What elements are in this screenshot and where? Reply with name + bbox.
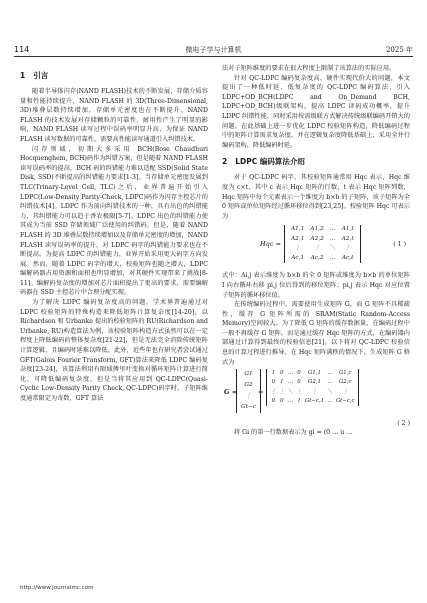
matrix-row	[288, 244, 357, 254]
matrix-cell: Gt−c,1	[304, 397, 325, 404]
vector-cell: G1	[244, 371, 253, 378]
matrix-row	[269, 397, 356, 406]
equation-number: ( 1 )	[393, 241, 406, 249]
equation-lhs: Hqc =	[260, 240, 281, 249]
body-paragraph-generator: 在传统编码过程中，需要使用生成矩阵 G，而 G 矩阵不具稀疏性，缓存 G 矩阵所需的 SRAM(Static Random-Access Memory)空间较大。为了降低 G 矩阵的缓存数据量，在编码过程中一般不再缓存 G 矩阵，而是通过缓存 Hqc 矩阵的方式，在编码器内部通过计算得到最终的校验信息[21]。以下将对 QC-LDPC 校验信息的计算过程进行推导。在 Hqc 矩阵满秩的情况下，生成矩阵 G 格式为	[222, 301, 410, 366]
matrix-cell: 0	[280, 370, 284, 377]
equation-lhs: G =	[224, 388, 238, 397]
body-paragraph-continued: 法对子矩阵维度的要求在很大程度上限制了该算法的实际应用。	[222, 65, 396, 72]
body-paragraph-hqc: 对于 QC-LDPC 码字，其校验矩阵通常用 Hqc 表示，Hqc 维度为 c×t，其中 c 表示 Hqc 矩阵的行数，t 表示 Hqc 矩阵列数，Hqc 矩阵中每个元素表示一个维度为 b×b 的子矩阵，该子矩阵为全 0 矩阵或单位矩阵经过循环移位得到[23,25]。校验矩阵 Hqc 可表示为	[222, 174, 410, 220]
journal-url: http://www.journalmc.com	[20, 585, 94, 591]
matrix-cell: A1,2	[310, 226, 324, 233]
matrix-cell: G1,1	[308, 370, 321, 377]
matrix-cell: A2,1	[291, 235, 305, 242]
matrix-cell: …	[327, 370, 333, 377]
matrix-cell: A1,t	[341, 226, 354, 233]
vector-row	[239, 369, 258, 380]
matrix-cell: G1,c	[338, 370, 352, 377]
vector-cell: ⋮	[245, 393, 252, 400]
section-2-heading	[222, 156, 410, 167]
matrix-cell: Ac,t	[341, 254, 354, 261]
vector-row	[239, 391, 258, 402]
page-header	[14, 44, 413, 57]
journal-name: 微电子学与计算机	[185, 46, 242, 54]
matrix-cell: ⋮	[279, 388, 285, 395]
matrix-cell: …	[327, 397, 333, 404]
matrix-cell: 0	[297, 370, 301, 377]
matrix-cell: A1,1	[291, 226, 305, 233]
matrix-cell: I	[272, 370, 275, 377]
body-paragraph-where: 式中：Ai,j 表示维度为 b×b 的全 0 矩阵或维度为 b×b 的单位矩阵 I 向右循环右移 pi,j 位后得到的移位矩阵；pi,j 表示 Hqc 对应位置子矩阵的循环移位值。	[222, 272, 410, 299]
matrix-cell: ⋮	[314, 245, 320, 252]
matrix-cell: G2,1	[308, 379, 321, 386]
left-column	[20, 64, 208, 404]
matrix-cell: ⋮	[296, 388, 302, 395]
intro-paragraph-2: 闪存领域，初期大多采用 BCH(Bose Chaudhuri Hocquenghem, BCH)码作为纠错方案，但是随着 NAND FLASH 读写误码率的提高，BCH 码的纠错能力难以适配 SSD(Solid State Disk, SSD)不断提高的纠错能力要求[1-3]。当存储单元密度发展到 TLC(Trinary-Level Cell, TLC)之后，业界普遍开始引入 LDPC(Low-Density Parity-Check, LDPC)码作为闪存主控芯片的纠错技术[4]。LDPC 作为前向纠错技术的一种，具有出色的纠错能力，其纠错能力可以趋于香农极限[5-7]。LDPC 出色的纠错能力使其成为当前 SSD 存储领域广泛使用的纠错码。但是，随着 NAND FLASH 的 3D 堆叠层数持续增加以及存储单元密度的增加，NAND FLASH 读写误码率的提升，对 LDPC 码字的纠错能力要求也在不断提高。为提高 LDPC 的纠错能力，业界开始采用更大码字方向发展。然而，随着 LDPC 码字的增大，校验矩阵也随之增大，LDPC 编解码器占用资源和面积也明显增加，对其硬件实现带来了挑战[8-11]。编解码复杂度的增加对芯片面积提出了更高的要求，需要编解码器在 SSD 主控芯片中合理分配实现。	[20, 145, 208, 297]
matrix-cell: I	[297, 397, 301, 404]
section-1-heading	[20, 70, 208, 81]
equation-2-number-row	[222, 419, 410, 428]
right-column	[222, 64, 410, 438]
equation-2	[222, 369, 410, 417]
section-number: 1	[20, 71, 26, 80]
matrix-cell: ⋮	[270, 388, 276, 395]
matrix-row	[269, 369, 356, 378]
matrix-cell: …	[327, 379, 333, 386]
matrix-row	[269, 388, 356, 397]
section-title: 引言	[33, 71, 49, 80]
vector-row	[239, 380, 258, 391]
g-matrix	[266, 369, 359, 406]
matrix-cell: ⋱	[327, 388, 333, 395]
body-paragraph-gi: 将 Gi 的第一行数据表示为 gi = (0 … u …	[234, 429, 353, 437]
section-title: LDPC 编码算法介绍	[235, 157, 305, 167]
vector-cell: Gt−c	[241, 404, 257, 411]
matrix-cell: Gt−c,c	[335, 397, 355, 404]
matrix-cell: ⋮	[311, 388, 318, 395]
matrix-cell: …	[287, 397, 294, 404]
matrix-row	[288, 235, 357, 245]
page-number: 114	[14, 45, 30, 54]
matrix-row	[288, 254, 357, 264]
vector-row	[239, 402, 258, 413]
matrix-cell: …	[287, 379, 294, 386]
matrix-cell: Ac,1	[291, 254, 305, 261]
equals-sign: =	[258, 388, 264, 397]
matrix-cell: ⋮	[294, 245, 301, 252]
matrix-cell: Ac,2	[310, 254, 324, 261]
matrix-cell: ⋱	[287, 388, 294, 395]
matrix-cell: I	[280, 379, 283, 386]
matrix-row	[288, 225, 357, 235]
matrix-cell: …	[329, 226, 336, 233]
matrix-cell: ⋱	[329, 245, 336, 252]
journal-year: 2025 年	[385, 46, 413, 54]
matrix-cell: 0	[280, 397, 284, 404]
intro-paragraph-1: 随着半导体闪存(NAND FLASH)技术的不断发展，存储介质容量和性能持续提升，NAND FLASH 的 3D(Three-Dimensional, 3D)堆叠层数持续增加，存储单元密度也在不断提升。NAND FLASH 的技术发展对存储颗粒的可靠性、耐用性产生了明显的影响，NAND FLASH 读写过程中误码率明显升高，为保证 NAND FLASH 读写数据的可靠性，需要高性能读写通道引入纠错技术。	[20, 88, 208, 143]
matrix-cell: 0	[271, 379, 275, 386]
matrix-cell: A2,t	[341, 235, 354, 242]
matrix-cell: 0	[271, 397, 275, 404]
matrix-cell: ⋮	[342, 388, 348, 395]
section-number: 2	[222, 157, 228, 167]
matrix-row	[269, 378, 356, 387]
matrix-cell: ⋮	[344, 245, 351, 252]
matrix-cell: …	[287, 370, 294, 377]
matrix-cell: …	[329, 254, 336, 261]
hqc-matrix	[284, 225, 361, 263]
body-paragraph-proposal: 针对 QC-LDPC 编码复杂度高、硬件实现代价大的问题，本文提出了一种低时延、低复杂度的 QC-LDPC 编码算法，引入 LDPC+OD_BCH(LDPC and On_Demand BCH, LDPC+OD_BCH)级联架构，提高 LDPC 译码成功概率，提升 LDPC 纠错性能，同时采用按需级联方式解决传统级联编码开销大的问题。在此基础上进一步优化 LDPC 校验矩阵构造，降低编码过程中的矩阵计算需求复杂度，并在逻辑复杂度降低基础上，采用全并行编码架构，降低编码时延。	[222, 74, 410, 149]
vector-cell: G2	[244, 382, 253, 389]
matrix-cell: A2,2	[310, 235, 324, 242]
matrix-cell: 0	[297, 379, 301, 386]
equation-1	[222, 225, 410, 267]
intro-paragraph-3: 为了解决 LDPC 编码复杂度高的问题，学术界普遍通过对 LDPC 校验矩阵的特殊构造来降低矩阵计算复杂度[14-20]，以 Richardson 和 Urbanke 提出的校验矩阵的 RU(Richardson and Urbanke, RU)构造算法为例，该校验矩阵构造方式虽然可以在一定程度上降低编码的整体复杂度[21-22]，但是无法完全消除传统矩阵计算逻辑，且编码时延难以降低。此外，近些年也有研究者尝试通过 GFT(Galois Fourier Transform, GFT)算法来降低 LDPC 编码复杂度[23-24]，该算法利用有限域傅里叶变换对循环矩阵计算进行简化，可降低编码复杂度，但是当将其应用到 QC-LDPC(Quasi-Cyclic Low-Density Parity Check, QC-LDPC)码字时，子矩阵维度通常限定为奇数，GFT 算法	[20, 299, 208, 402]
matrix-cell: G2,c	[338, 379, 352, 386]
matrix-cell: …	[329, 235, 336, 242]
equation-number: ( 2 )	[397, 420, 410, 428]
